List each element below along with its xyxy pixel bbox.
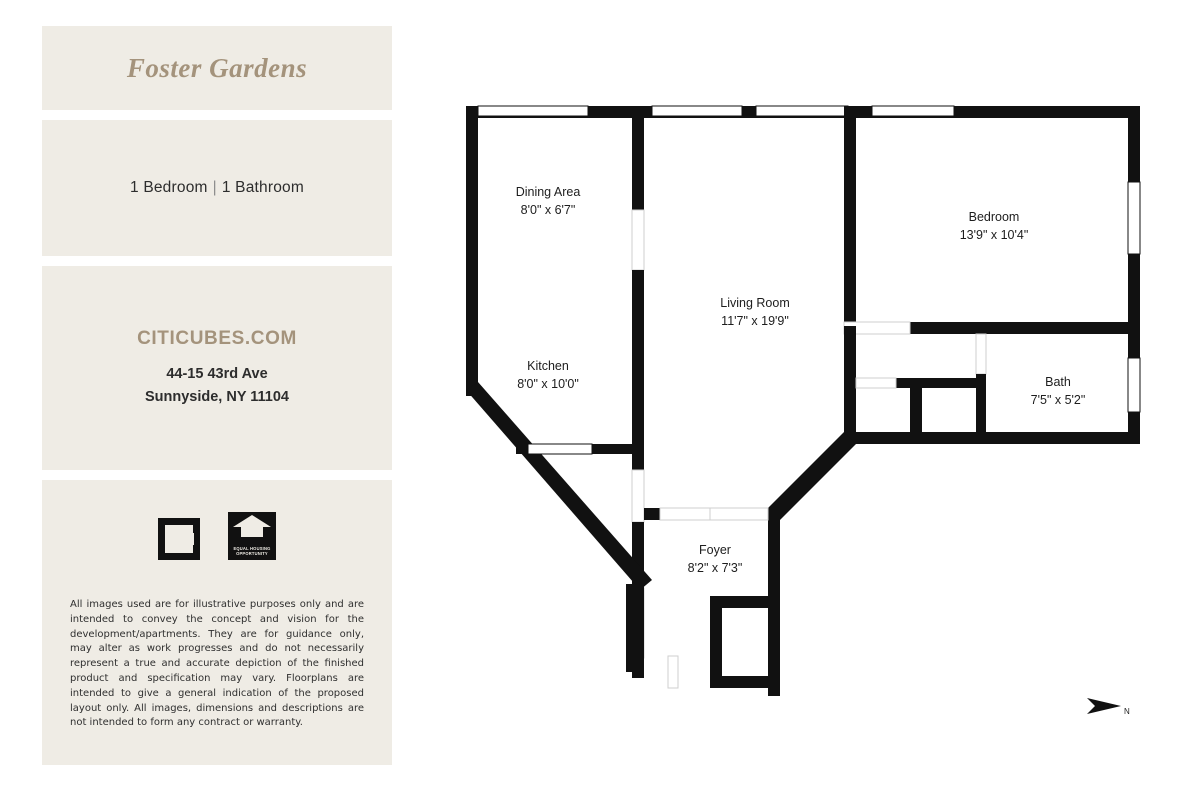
citicubes-logo-icon: [158, 518, 200, 560]
bathroom-count: 1 Bathroom: [221, 179, 304, 196]
room-label-dining-area: [468, 183, 628, 219]
logo-row: [70, 512, 364, 560]
room-dims-living-room: 11'7" x 19'9": [721, 314, 789, 329]
room-dims-kitchen: 8'0" x 10'0": [517, 377, 579, 392]
eho-line-2: OPPORTUNITY: [236, 551, 268, 557]
room-name-living-room: Living Room: [720, 296, 790, 310]
address-line-1: 44-15 43rd Ave: [166, 366, 268, 383]
unit-summary-panel: [42, 120, 392, 256]
room-label-living-room: [655, 294, 855, 330]
eho-line-1: EQUAL HOUSING: [233, 546, 271, 552]
brand-panel: [42, 26, 392, 110]
room-dims-bedroom: 13'9" x 10'4": [959, 228, 1029, 243]
room-dims-dining-area: 8'0" x 6'7": [520, 203, 576, 218]
eho-text: [233, 546, 270, 556]
contact-panel: [42, 266, 392, 470]
room-name-dining-area: Dining Area: [515, 185, 581, 199]
unit-summary: [130, 179, 304, 197]
compass-north-indicator: [1085, 695, 1145, 729]
bedroom-count: 1 Bedroom: [130, 179, 208, 196]
info-sidebar: [42, 26, 392, 765]
floorplan-svg: [420, 60, 1160, 760]
summary-separator: |: [212, 179, 217, 196]
room-name-foyer: Foyer: [699, 543, 731, 557]
room-name-bedroom: Bedroom: [968, 210, 1020, 224]
eho-house-shape: [241, 526, 263, 537]
room-label-bedroom: [898, 208, 1090, 244]
address-line-2: Sunnyside, NY 11104: [144, 388, 289, 405]
room-label-foyer: [635, 541, 795, 577]
equal-housing-opportunity-icon: [228, 512, 276, 560]
room-name-kitchen: Kitchen: [527, 359, 569, 373]
disclaimer-text: All images used are for illustrative purposes only and are intended to convey the concept and vision for the development/apartments. They are for guidance only, may alter as work progresses and do not necessarily represent a true and accurate depiction of the finished product and specification may vary. Floorplans are intended to give a general indication of the proposed layout only. All images, dimensions and descriptions are not intended to form any contract or warranty.: [70, 599, 364, 729]
legal-panel: [42, 480, 392, 765]
room-label-kitchen: [470, 357, 626, 393]
compass-label: N: [1124, 707, 1130, 716]
room-dims-bath: 7'5" x 5'2": [1030, 393, 1086, 408]
page-title: Foster Gardens: [126, 52, 308, 83]
floorplan-diagram: [420, 60, 1160, 760]
website-link[interactable]: CITICUBES.COM: [137, 328, 297, 350]
room-name-bath: Bath: [1045, 375, 1071, 389]
room-label-bath: [990, 373, 1126, 409]
room-dims-foyer: 8'2" x 7'3": [687, 561, 743, 576]
